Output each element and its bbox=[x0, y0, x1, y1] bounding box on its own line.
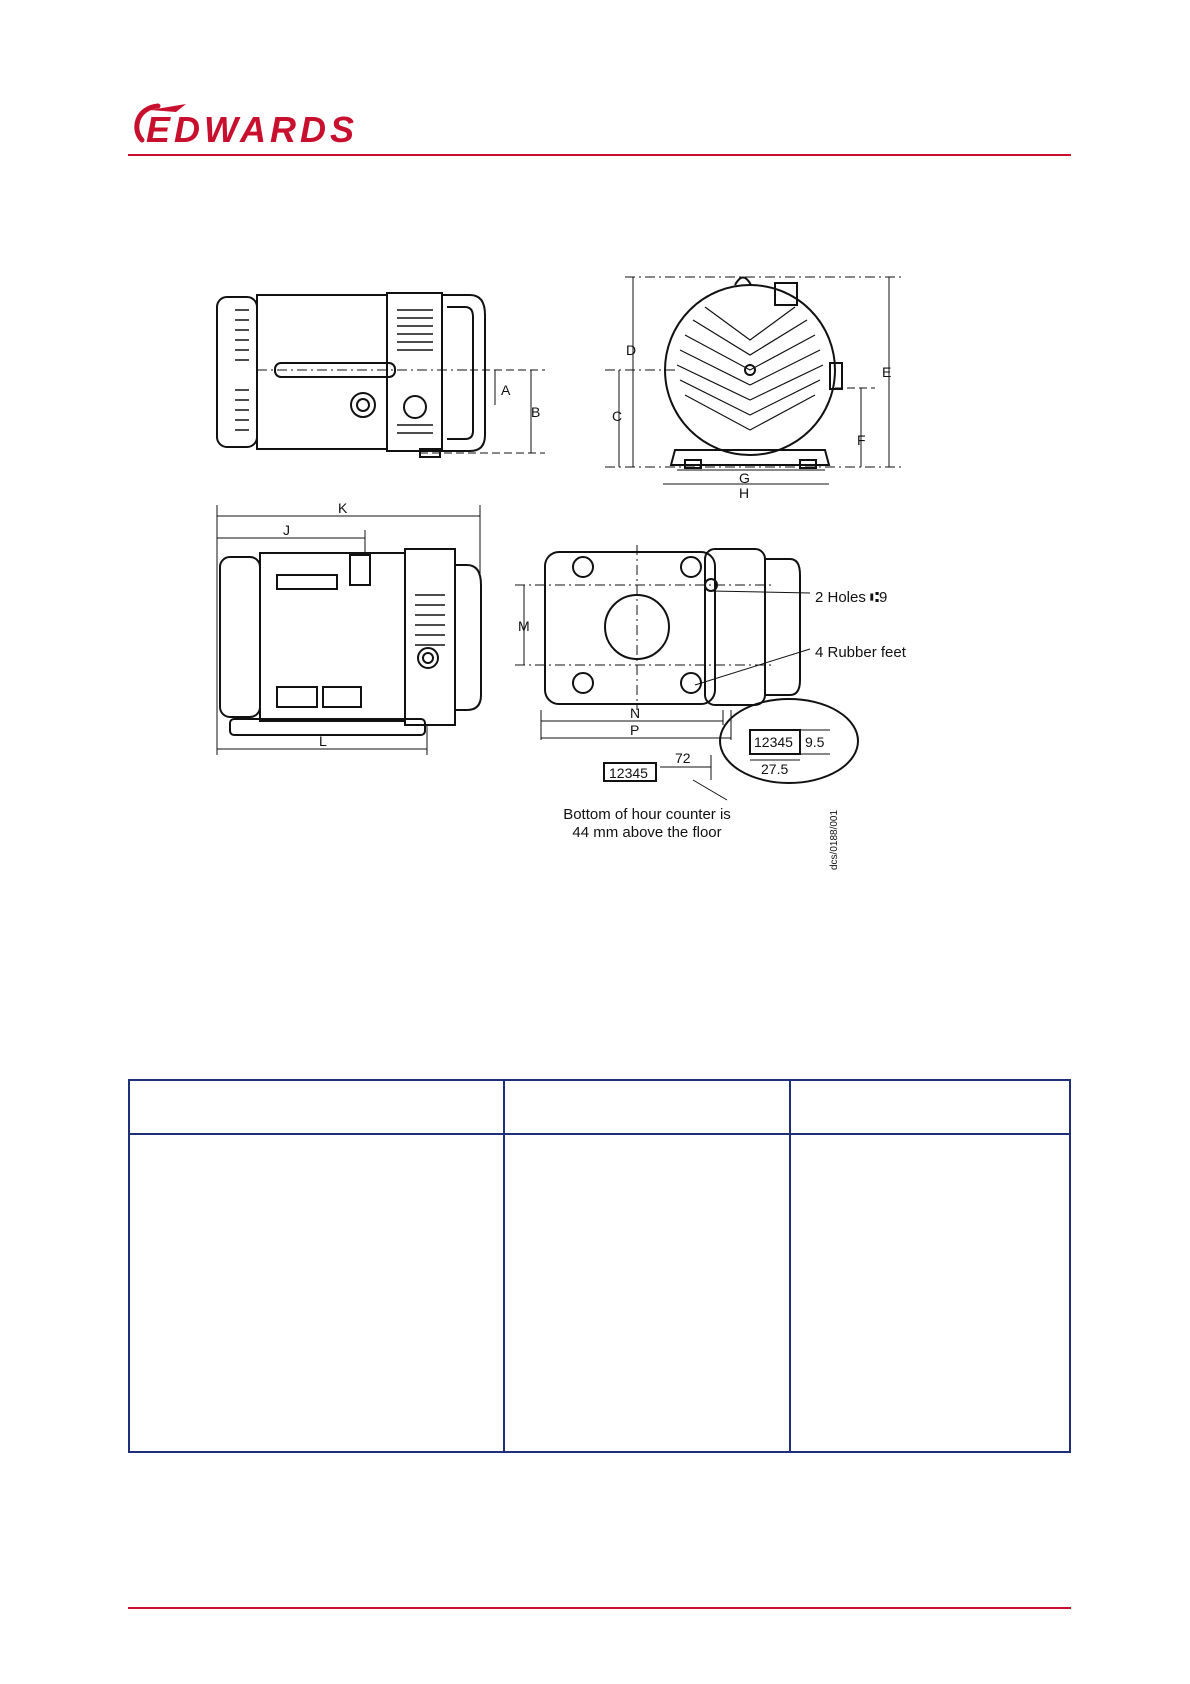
dim-label-d: D bbox=[626, 342, 637, 358]
hour-counter-note-line1: Bottom of hour counter is bbox=[563, 806, 731, 823]
header-rule bbox=[128, 154, 1071, 156]
table-header-row bbox=[130, 1081, 1069, 1135]
dimensions-table bbox=[128, 1079, 1071, 1453]
hour-counter-label: 12345 bbox=[609, 765, 648, 781]
dim-label-p: P bbox=[630, 722, 640, 738]
pump-dimension-drawing bbox=[215, 255, 1045, 955]
dim-label-h: H bbox=[739, 485, 750, 501]
footer-rule bbox=[128, 1607, 1071, 1609]
dim-label-c: C bbox=[612, 408, 623, 424]
holes-callout: 2 Holes ⑆9 bbox=[815, 589, 888, 606]
hour-counter-detail-height: 9.5 bbox=[805, 734, 825, 750]
dim-label-b: B bbox=[531, 404, 541, 420]
hour-counter-offset: 72 bbox=[675, 750, 691, 766]
brand-wordmark: EDWARDS bbox=[146, 109, 359, 150]
side-view-top bbox=[217, 293, 545, 457]
dim-label-f: F bbox=[857, 432, 866, 448]
table-column-divider bbox=[789, 1081, 791, 1451]
dim-label-e: E bbox=[882, 364, 892, 380]
dim-label-j: J bbox=[283, 522, 290, 538]
table-column-divider bbox=[503, 1081, 505, 1451]
dim-label-n: N bbox=[630, 705, 641, 721]
edwards-logo bbox=[128, 96, 398, 152]
rubber-feet-callout: 4 Rubber feet bbox=[815, 644, 906, 661]
dim-label-g: G bbox=[739, 470, 750, 486]
dim-label-k: K bbox=[338, 500, 348, 516]
hour-counter-detail-label: 12345 bbox=[754, 734, 793, 750]
dim-label-m: M bbox=[518, 618, 530, 634]
dim-label-l: L bbox=[319, 733, 327, 749]
hour-counter-detail-width: 27.5 bbox=[761, 761, 789, 777]
dim-label-a: A bbox=[501, 382, 511, 398]
hour-counter-note-line2: 44 mm above the floor bbox=[572, 824, 722, 841]
side-view-bottom bbox=[217, 505, 481, 755]
drawing-reference: dcs/0188/001 bbox=[829, 809, 840, 870]
end-view bbox=[605, 277, 905, 484]
